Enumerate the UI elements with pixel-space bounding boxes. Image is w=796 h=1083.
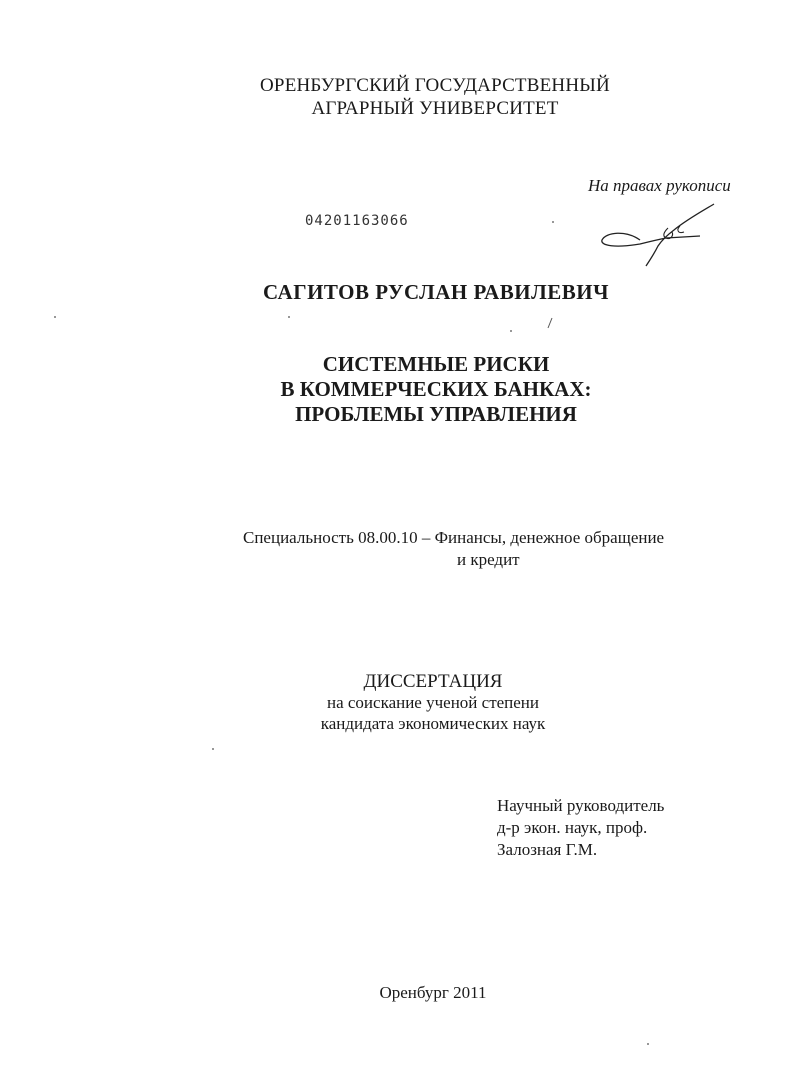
degree-line-1: на соискание ученой степени [326, 693, 540, 712]
signature-icon [596, 200, 716, 268]
city-year: Оренбург 2011 [379, 983, 487, 1002]
manuscript-note: На правах рукописи [588, 176, 731, 195]
specialty-line-2: и кредит [457, 550, 520, 569]
specialty [243, 527, 763, 571]
university-line-1: ОРЕНБУРГСКИЙ ГОСУДАРСТВЕННЫЙ [260, 75, 610, 96]
scan-speck [552, 221, 554, 223]
scan-mark [546, 317, 554, 329]
scan-speck [510, 330, 512, 332]
title-line-2: В КОММЕРЧЕСКИХ БАНКАХ: [280, 377, 592, 401]
degree-line-2: кандидата экономических наук [320, 714, 546, 733]
advisor-role: Научный руководитель [497, 796, 665, 815]
degree-block [0, 671, 796, 734]
document-code: 04201163066 [305, 213, 409, 229]
scan-speck [54, 316, 56, 318]
scan-speck [288, 316, 290, 318]
specialty-line-1: Специальность 08.00.10 – Финансы, денежное обращение [243, 528, 665, 547]
university-line-2: АГРАРНЫЙ УНИВЕРСИТЕТ [311, 98, 559, 119]
scan-speck [647, 1043, 649, 1045]
dissertation-title [0, 352, 796, 427]
title-line-3: ПРОБЛЕМЫ УПРАВЛЕНИЯ [295, 402, 577, 426]
scan-speck [212, 748, 214, 750]
advisor-degree: д-р экон. наук, проф. [497, 818, 648, 837]
title-line-1: СИСТЕМНЫЕ РИСКИ [322, 352, 550, 376]
advisor-block [497, 795, 664, 861]
university-name [0, 74, 796, 120]
dissertation-heading: ДИССЕРТАЦИЯ [363, 671, 503, 692]
advisor-name: Залозная Г.М. [497, 840, 598, 859]
author-name: САГИТОВ РУСЛАН РАВИЛЕВИЧ [262, 280, 610, 304]
